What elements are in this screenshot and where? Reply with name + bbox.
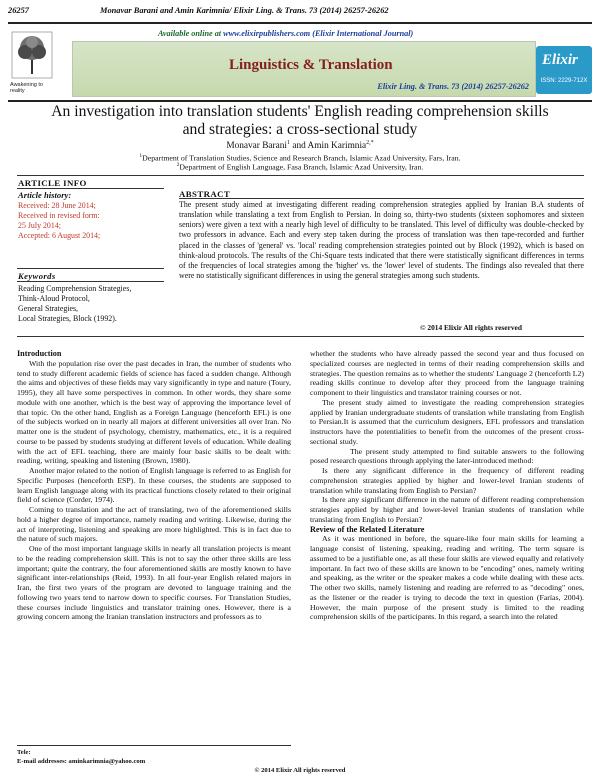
abstract-bottom-rule	[17, 336, 584, 337]
info-top-rule	[17, 175, 584, 176]
article-history-heading: Article history:	[18, 190, 72, 200]
abstract-copyright: © 2014 Elixir All rights reserved	[420, 323, 522, 332]
issn-label: ISSN: 2229-712X	[540, 78, 588, 84]
running-citation: Monavar Barani and Amin Karimnia/ Elixir Ling. & Trans. 73 (2014) 26257-26262	[100, 6, 389, 15]
history-line: Received: 28 June 2014;	[18, 201, 96, 210]
online-availability: Available online at www.elixirpublishers.com (Elixir International Journal)	[158, 29, 414, 38]
introduction-heading: Introduction	[17, 349, 62, 358]
keywords-heading: Keywords	[18, 271, 56, 281]
research-question-1: Is there any significant difference in the frequency of different reading comprehension strategies applied by higher and lower-level Iranian students of translation while translating from English to Persian?	[310, 466, 584, 495]
history-line: Received in revised form:	[18, 211, 100, 220]
article-title: An investigation into translation students' English reading comprehension skills and strategies: a cross-sectional study	[51, 103, 549, 138]
body-paragraph: The present study attempted to find suitable answers to the following posed research questions through applying the later-introduced method:	[310, 446, 584, 466]
elixir-logo	[536, 46, 592, 94]
body-paragraph: As it was mentioned in before, the square-like four main skills for learning a language consist of listening, speaking, reading and writing. The term square is assumed to be a justifiable one, as all these four skills are viewed equally and relatively important. In fact two of these skills are known to be "encoding" ones, namely writing and speaking, as the writer or the speaker makes a code while dealing with these acts. The other two skills, namely listening and reading are referred to as "decoding" ones, as the listener or the reader is trying to decode the text in question (Farías, 2004). However, the main purpose of the present study is limited to the reading comprehension skills of the participants. In this regard, a search into the related	[310, 534, 584, 622]
elixir-logo-text: Elixir	[542, 52, 578, 68]
banner-bottom-rule	[8, 100, 592, 102]
research-question-2: Is there any significant difference in the nature of different reading comprehension strategies applied by higher and lower-level Iranian students of translation while translating from English to Persian?	[310, 495, 584, 524]
keywords-heading-rule	[17, 281, 164, 282]
journal-reference: Elixir Ling. & Trans. 73 (2014) 26257-26262	[377, 82, 529, 91]
affiliation-1: $^1$Department of Translation Studies, Science and Research Branch, Islamic Azad University, Fars, Iran.	[139, 153, 461, 163]
journal-name: Linguistics & Translation	[229, 57, 393, 73]
body-right-column	[310, 349, 584, 622]
article-info-heading: ARTICLE INFO	[18, 178, 87, 188]
keywords-top-rule	[17, 268, 164, 269]
body-paragraph: With the population rise over the past decades in Iran, the number of students who tend to study different academic fields of science has faced a sudden change. Although the aims and objectives of these fields may vary significantly in type and nature (Toury, 1995), they all have some perspectives in common. In other words, they share some module with one another, which is the best way of approving the importance level of that topic. On the other hand, English as a Foreign Language (henceforth EFL) is one of the subjects worked on in nearly all majors at different universities all over Iran. No matter one is the student of psychology, chemistry, mathematics, etc., it is a required course to be passed by students studying at different levels of education. While dealing with the act of EFL teaching, there are mainly four basic skills to be dealt with: reading, writing, speaking and listening (Brown, 1980).	[17, 358, 291, 466]
keyword-item: Think-Aloud Protocol,	[18, 294, 90, 303]
body-paragraph: Another major related to the notion of English language is referred to as English for Specific Purposes (henceforth ESP). In these courses, the students are supposed to learn English language along with its practical functions closely related to their original field of science (Corder, 1974).	[17, 466, 291, 505]
body-paragraph: whether the students who have already passed the second year and thus focused on specialized courses are neglected in terms of their reading comprehension skills and strategies. The question remains as to whether the students' Language 2 (henceforth L2) reading skills continue to develop after they proceed from the language training component to their linguistics and translator training courses or not.	[310, 349, 584, 397]
abstract-text: The present study aimed at investigating different reading comprehension strategies applied by Iranian B.A students of translation while translating a text from English to Persian. In doing so, thirty-two students (sixteen sophomores and sixteen seniors) were given a text with a nearly high level of difficulty to be translated. This level of difficulty was double-checked by two professors in advance. Each and every step taken during the process of translation was then tape-recorded and further placed in the classes of 'general' vs. 'local' reading comprehension strategies pointed out by Block (1992), which is based on think-aloud protocols. The results of the Chi-Square tests indicated that there were statistically significant differences in terms of the frequencies of local strategies among the 'higher' vs. the 'lower' level of students. The findings also revealed that there were no statistically significant differences in using the general strategies among such students.	[179, 200, 584, 281]
keyword-item: Reading Comprehension Strategies,	[18, 284, 132, 293]
affiliation-2: $^2$Department of English Language, Fasa Branch, Islamic Azad University, Iran.	[176, 162, 424, 172]
abstract-heading-rule	[179, 198, 584, 199]
publisher-link[interactable]: www.elixirpublishers.com (Elixir International Journal)	[223, 29, 414, 38]
body-paragraph: One of the most important language skills in nearly all translation projects is meant to be the reading comprehension skill. This is not to say the other three skills are less important; quite the contrary, the four aforementioned skills are mostly known to have significant inter-relationships (Reid, 1993). In all four-year English related majors in Iran, the first two years of the program are devoted to language training and the following two years tend to narrow down to specific courses. For Translation Studies, these courses include linguistics and translator training ones. However, there is a growing concern among the Iranian translation instructors and professors as to	[17, 544, 291, 622]
author-line: Monavar Barani$^1$ and Amin Karimnia$^{2,*}$	[226, 140, 374, 152]
keyword-item: General Strategies,	[18, 304, 79, 313]
page-number: 26257	[8, 6, 29, 15]
footer-copyright: © 2014 Elixir All rights reserved	[254, 767, 346, 774]
logo-caption: Awakening to reality	[10, 82, 43, 95]
footnote-rule	[17, 745, 291, 746]
awakening-logo	[10, 30, 54, 94]
body-left-column	[17, 349, 291, 622]
history-line: 25 July 2014;	[18, 221, 61, 230]
keyword-item: Local Strategies, Block (1992).	[18, 314, 117, 323]
abstract-heading: ABSTRACT	[179, 189, 231, 199]
review-heading: Review of the Related Literature	[310, 524, 425, 534]
banner-top-rule	[8, 22, 592, 24]
info-heading-rule	[17, 188, 164, 189]
history-line: Accepted: 6 August 2014;	[18, 231, 101, 240]
tree-logo-icon	[10, 30, 54, 80]
journal-title-box	[72, 41, 536, 97]
footer-email: E-mail addresses: aminkarimnia@yahoo.com	[17, 758, 146, 765]
body-paragraph: The present study aimed to investigate the reading comprehension strategies applied by Iranian undergraduate students of translation while translating from English to Persian.It is assumed that the curriculum designers, EFL professors and translation instructors have the potentialities to benefit from the outcomes of the present cross-sectional study.	[310, 397, 584, 446]
body-paragraph: Coming to translation and the act of translating, two of the aforementioned skills hold a higher degree of importance, namely reading and writing. Likewise, during the act of interpreting, listening and speaking are more highlighted. This is in fact due to the nature of such majors.	[17, 505, 291, 544]
footer-tele: Tele:	[17, 749, 31, 756]
